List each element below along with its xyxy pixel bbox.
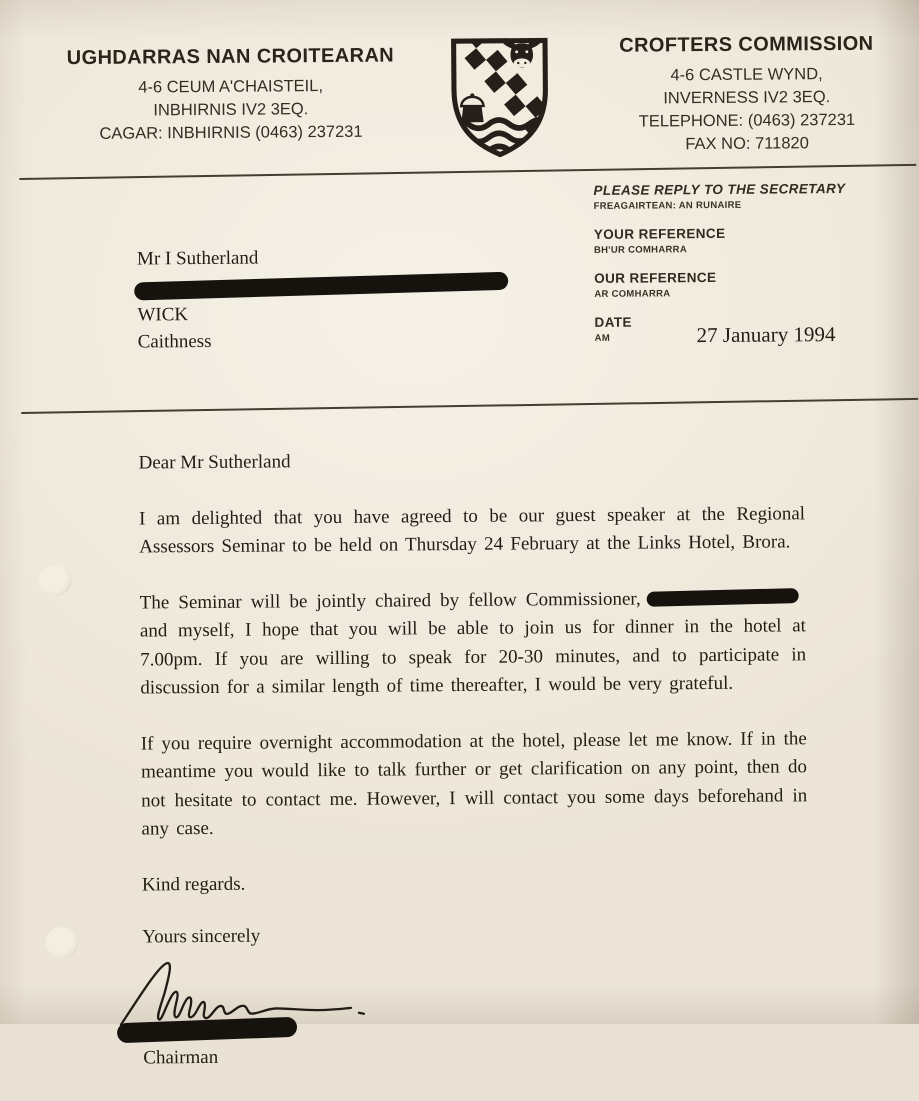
reply-to-label: PLEASE REPLY TO THE SECRETARY <box>593 180 846 198</box>
org-phone: TELEPHONE: (0463) 237231 <box>638 110 856 131</box>
org-title: CROFTERS COMMISSION <box>619 32 874 57</box>
org-fax: FAX NO: 711820 <box>685 134 809 154</box>
org-address-gaelic-line3: CAGAR: INBHIRNIS (0463) 237231 <box>99 122 363 143</box>
recipient-town: WICK <box>137 304 189 326</box>
date-label-gaelic: AM <box>594 332 611 344</box>
paragraph-2 <box>140 584 807 703</box>
org-title-gaelic: UGHDARRAS NAN CROITEARAN <box>66 44 395 70</box>
org-address-gaelic-line1: 4-6 CEUM A'CHAISTEIL, <box>138 77 324 97</box>
your-reference-label: YOUR REFERENCE <box>593 225 726 242</box>
reply-to-label-gaelic: FREAGAIRTEAN: AN RUNAIRE <box>593 199 742 212</box>
redaction-bar-street-address <box>134 272 508 301</box>
crofters-commission-crest-icon <box>443 32 556 163</box>
valediction: Yours sincerely <box>142 925 261 948</box>
org-address-line2: INVERNESS IV2 3EQ. <box>663 88 831 108</box>
our-reference-label-gaelic: AR COMHARRA <box>594 288 671 300</box>
header-divider-line <box>19 164 916 180</box>
date-label: DATE <box>594 314 632 330</box>
punch-hole-bottom <box>45 927 78 958</box>
punch-hole-top <box>38 565 71 596</box>
recipient-address <box>137 243 509 356</box>
recipient-name: Mr I Sutherland <box>136 247 259 270</box>
recipient-county: Caithness <box>137 330 212 353</box>
letterhead-english <box>579 32 914 157</box>
signer-title: Chairman <box>143 1046 219 1069</box>
paragraph-2-before: The Seminar will be jointly chaired by fellow Commissioner, <box>139 588 641 614</box>
redaction-bar-commissioner-name <box>647 588 799 607</box>
your-reference-label-gaelic: BH'UR COMHARRA <box>593 244 688 256</box>
letterhead-gaelic <box>40 44 421 146</box>
body-divider-line <box>21 398 918 414</box>
paragraph-1: I am delighted that you have agreed to be our guest speaker at the Regional Assessors Seminar to be held on Thursday 24 February at the Links Hotel, Brora. <box>138 502 806 558</box>
letter-date: 27 January 1994 <box>696 322 836 348</box>
paragraph-2-after: and myself, I hope that you will be able to join us for dinner in the hotel at 7.00pm. If you are willing to speak for 20-30 minutes, and to participate in discussion for a similar length of time thereafter, I would be very grateful. <box>139 615 807 699</box>
org-address-line1: 4-6 CASTLE WYND, <box>670 65 823 85</box>
kind-regards: Kind regards. <box>141 873 246 896</box>
salutation: Dear Mr Sutherland <box>138 451 291 474</box>
org-address-gaelic-line2: INBHIRNIS IV2 3EQ. <box>153 100 309 120</box>
paragraph-3: If you require overnight accommodation at the hotel, please let me know. If in the meantime you would like to talk further or get clarification on any point, then do not hesitate to contact me. However, I will contact you some days beforehand in any case. <box>140 727 808 840</box>
reference-block <box>593 180 904 348</box>
letter-body <box>138 444 809 1099</box>
our-reference-label: OUR REFERENCE <box>594 269 717 286</box>
